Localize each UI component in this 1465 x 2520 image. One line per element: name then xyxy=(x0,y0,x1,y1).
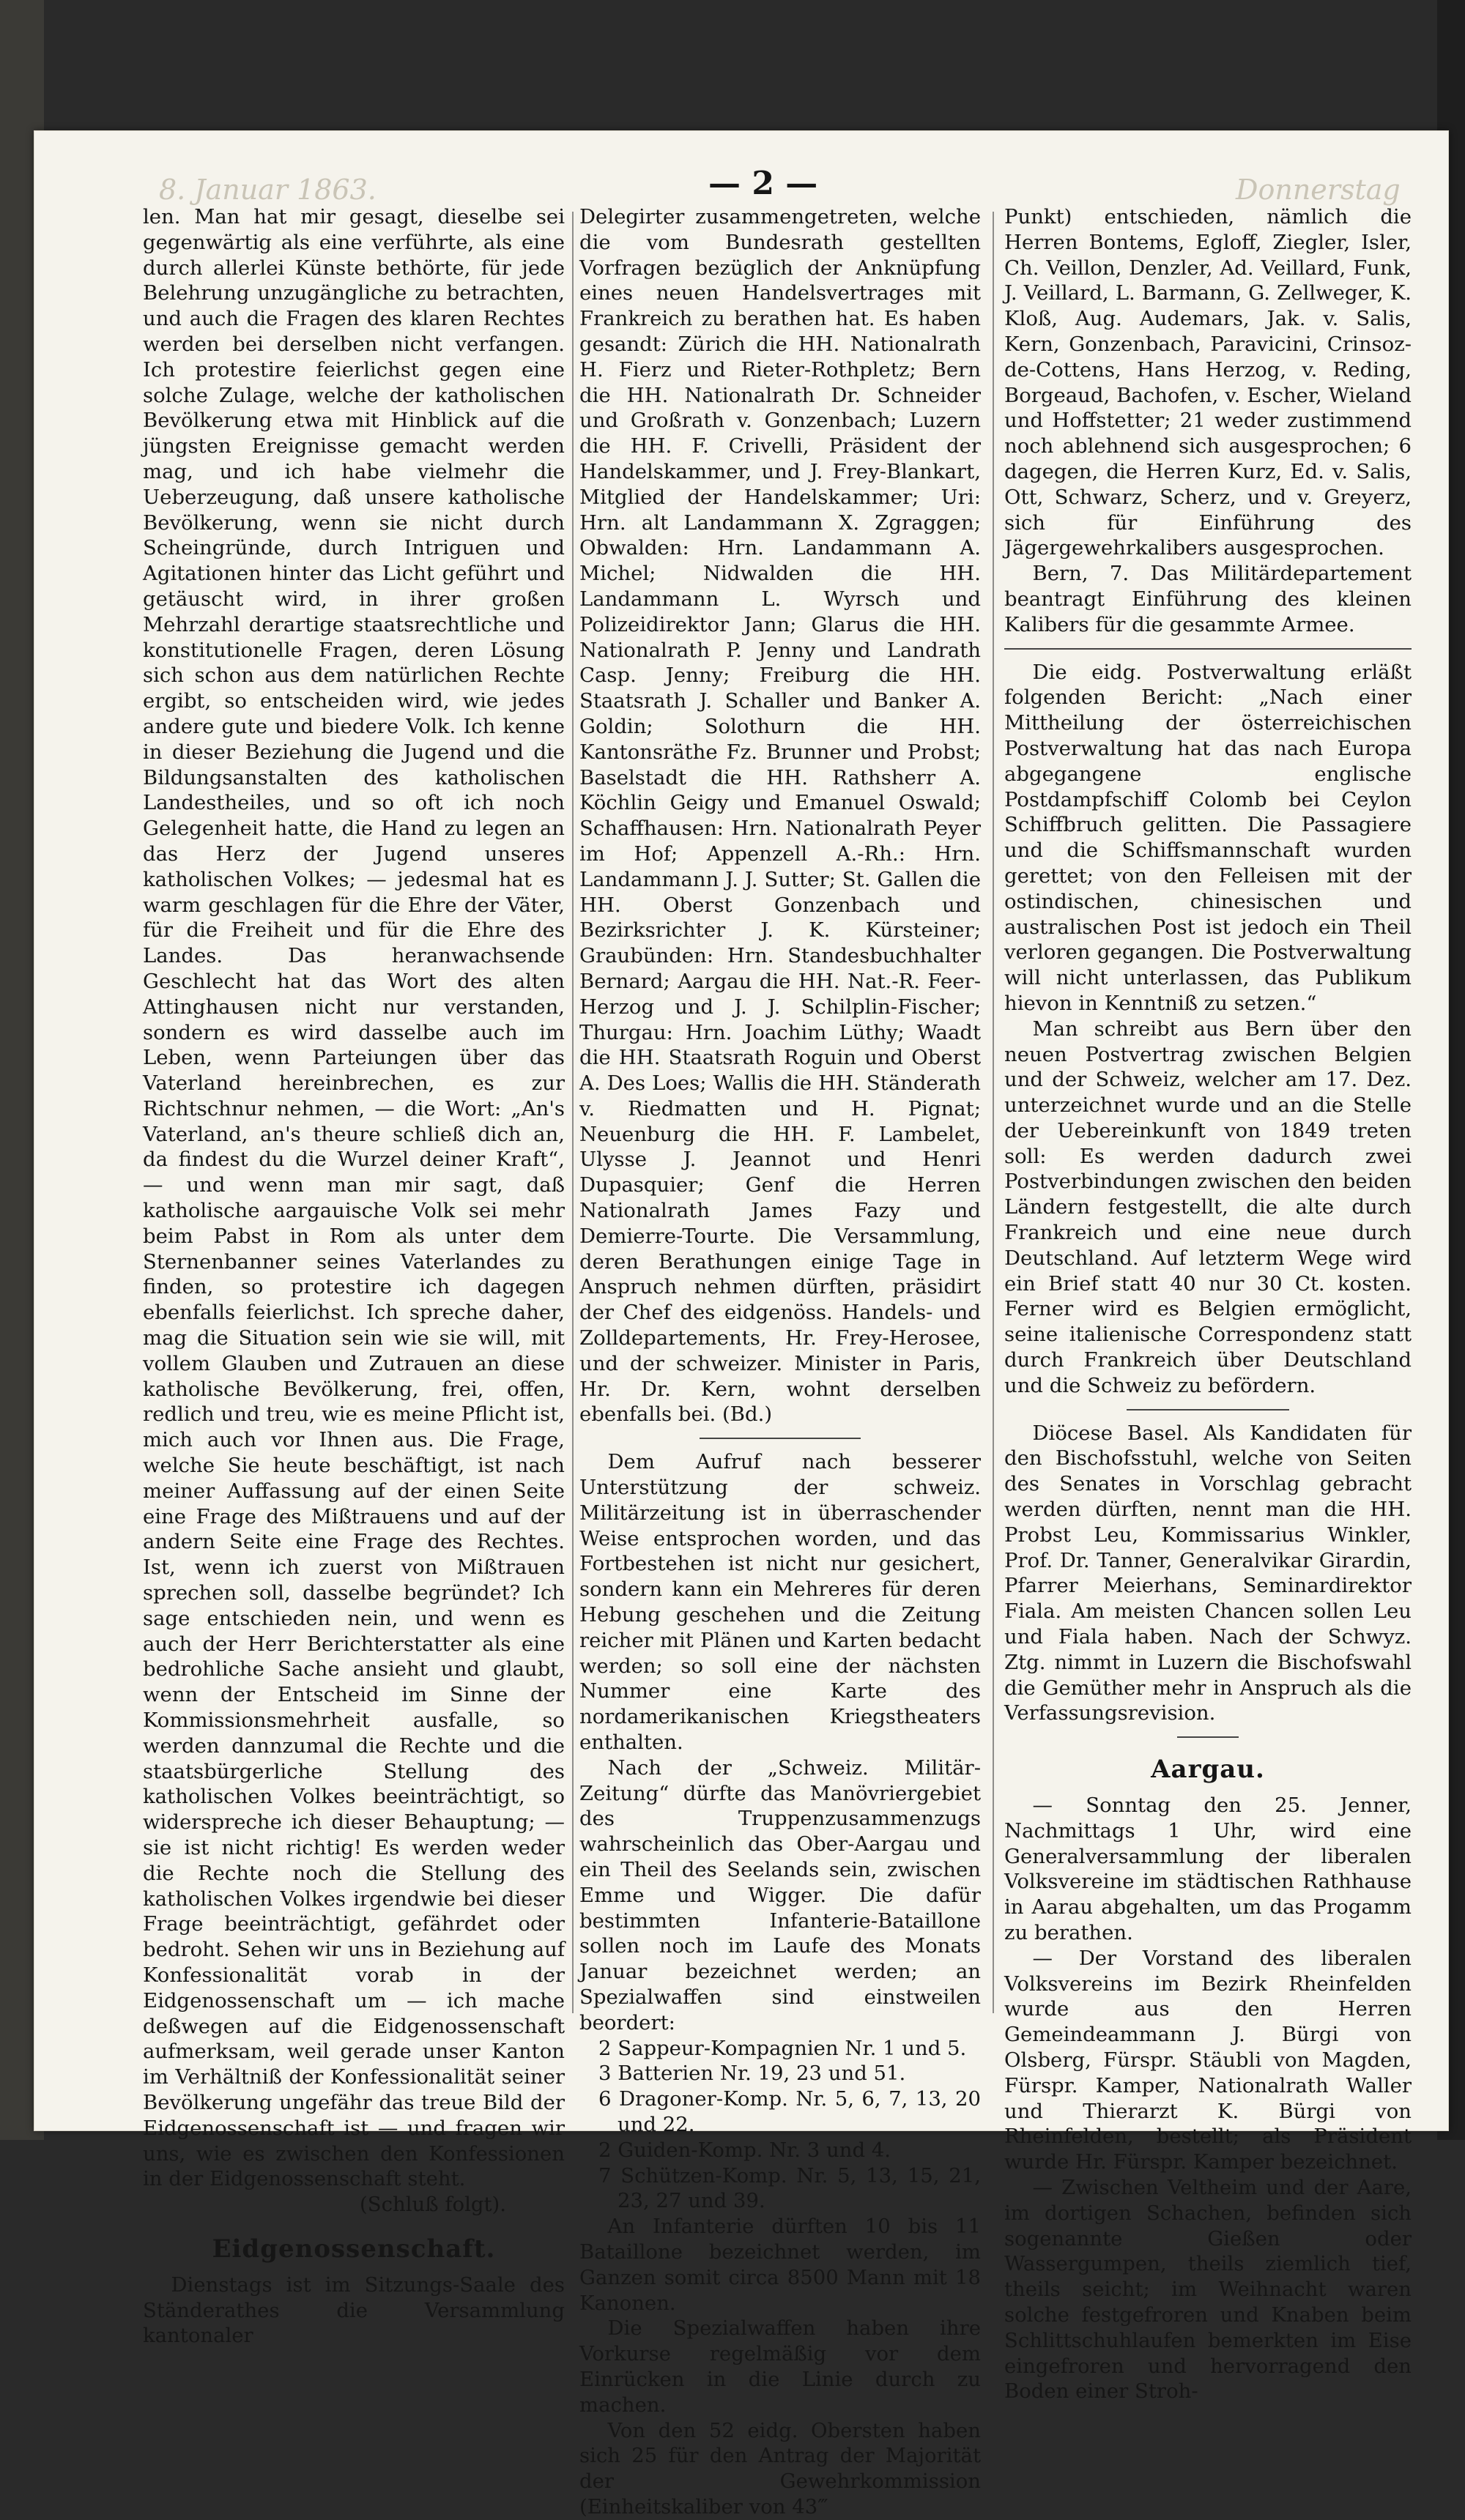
article-text: Die eidg. Postverwaltung erläßt folgenden Bericht: „Nach einer Mittheilung der österreichischen Postverwaltung hat das nach Europa abgegangene englische Postdampfschiff Colomb bei Ceylon Schiffbruch gelitten. Die Passagiere und die Schiffsmannschaft wurden gerettet; von den Felleisen mit der ostindischen, chinesischen und australischen Post ist jedoch ein Theil verloren gegangen. Die Postverwaltung will nicht unterlassen, das Publikum hievon in Kenntniß zu setzen.“ xyxy=(1004,660,1412,1015)
list-item: 7 Schützen-Komp. Nr. 5, 13, 15, 21, 23, 27 und 39. xyxy=(598,2163,981,2213)
bleed-through-date: 8. Januar 1863. xyxy=(159,174,377,206)
separator xyxy=(1004,648,1412,650)
article-text: Punkt) entschieden, nämlich die Herren Bontems, Egloff, Ziegler, Isler, Ch. Veillon, Denzler, Ad. Veillard, Funk, J. Veillard, L. Barmann, G. Zellweger, K. Kloß, Aug. Audemars, Jak. v. Salis, Kern, Gonzenbach, Paravicini, Crinsoz-de-Cottens, Hans Herzog, v. Reding, Borgeaud, Bachofen, v. Escher, Wieland und Hoffstetter; 21 weder zustimmend noch ablehnend sich ausgesprochen; 6 dagegen, die Herren Kurz, Ed. v. Salis, Ott, Schwarz, Scherz, und v. Greyerz, sich für Einführung des Jägergewehrkalibers ausgesprochen. xyxy=(1004,205,1412,560)
article-text: Dem Aufruf nach besserer Unterstützung der schweiz. Militärzeitung ist in überraschender Weise entsprochen worden, und das Fortbestehen ist nicht nur gesichert, sondern kann ein Mehreres für deren Hebung geschehen und die Zeitung reicher mit Plänen und Karten bedacht werden; so soll eine der nächsten Nummer eine Karte des nordamerikanischen Kriegstheaters enthalten. xyxy=(579,1450,981,1755)
newspaper-page xyxy=(34,130,1449,2519)
troop-list xyxy=(579,2036,981,2215)
list-item: 6 Dragoner-Komp. Nr. 5, 6, 7, 13, 20 und 22. xyxy=(598,2087,981,2136)
column-rule xyxy=(993,212,994,2013)
article-text: Die Spezialwaffen haben ihre Vorkurse regelmäßig vor dem Einrücken in die Linie durch zu machen. xyxy=(579,2316,981,2417)
article-text: — Sonntag den 25. Jenner, Nachmittags 1 Uhr, wird eine Generalversammlung der liberalen Volksvereine im städtischen Rathhause in Aarau abgehalten, um das Progamm zu berathen. xyxy=(1004,1794,1412,1944)
article-text: Diöcese Basel. Als Kandidaten für den Bischofsstuhl, welche von Seiten des Senates in Vorschlag gebracht werden dürften, nennt man die HH. Probst Leu, Kommissarius Winkler, Prof. Dr. Tanner, Generalvikar Girardin, Pfarrer Meierhans, Seminardirektor Fiala. Am meisten Chancen sollen Leu und Fiala haben. Nach der Schwyz. Ztg. nimmt in Luzern die Bischofswahl die Gemüther mehr in Anspruch als die Verfassungsrevision. xyxy=(1004,1421,1412,1725)
article-text: — Der Vorstand des liberalen Volksvereins im Bezirk Rheinfelden wurde aus den Herren Gemeindeammann J. Bürgi von Olsberg, Fürspr. Stäubli von Magden, Fürspr. Kamper, Nationalrath Waller und Thierarzt K. Bürgi von Rheinfelden, bestellt; als Präsident wurde Hr. Fürspr. Kamper bezeichnet. xyxy=(1004,1946,1412,2174)
section-heading: Aargau. xyxy=(1151,1755,1265,1785)
column-2 xyxy=(579,204,981,2519)
article-text: An Infanterie dürften 10 bis 11 Bataillone bezeichnet werden, im Ganzen somit circa 8500 Mann mit 18 Kanonen. xyxy=(579,2215,981,2315)
article-text: Nach der „Schweiz. Militär-Zeitung“ dürfte das Manövriergebiet des Truppenzusammenzugs wahrscheinlich das Ober-Aargau und ein Theil des Seelands sein, zwischen Emme und Wigger. Die dafür bestimmten Infanterie-Bataillone sollen noch im Laufe des Monats Januar bezeichnet werden; an Spezialwaffen sind einstweilen beordert: xyxy=(579,1755,981,2034)
article-text: Dienstags ist im Sitzungs-Saale des Ständerathes die Versammlung kantonaler xyxy=(143,2272,565,2348)
column-1 xyxy=(143,204,565,2348)
bleed-through-day: Donnerstag xyxy=(1236,174,1401,206)
article-text: len. Man hat mir gesagt, dieselbe sei gegenwärtig als eine verführte, als eine durch allerlei Künste bethörte, für jede Belehrung unzugängliche zu betrachten, und auch die Fragen des klaren Rechtes werden bei derselben nicht verfangen. Ich protestire feierlichst gegen eine solche Zulage, welche der katholischen Bevölkerung etwa mit Hinblick auf die jüngsten Ereignisse gemacht werden mag, und ich habe vielmehr die Ueberzeugung, daß unsere katholische Bevölkerung, wenn sie nicht durch Scheingründe, durch Intriguen und Agitationen hinter das Licht geführt und getäuscht wird, in ihrer großen Mehrzahl derartige staatsrechtliche und konstitutionelle Fragen, deren Lösung sich schon aus dem natürlichen Rechte ergibt, so entscheiden wird, wie jedes andere gute und biedere Volk. Ich kenne in dieser Beziehung die Jugend und die Bildungsanstalten des katholischen Landestheiles, und so oft ich noch Gelegenheit hatte, die Hand zu legen an das Herz der Jugend unseres katholischen Volkes; — jedesmal hat es warm geschlagen für die Ehre der Väter, für die Freiheit und für die Ehre des Landes. Das heranwachsende Geschlecht hat das Wort des alten Attinghausen nicht nur verstanden, sondern es wird dasselbe auch im Leben, wenn Parteiungen über das Vaterland hereinbrechen, es zur Richtschnur nehmen, — die Wort: „An's Vaterland, an's theure schließ dich an, da findest du die Wurzel deiner Kraft“, — und wenn man mir sagt, daß katholische aargauische Volk sei mehr beim Pabst in Rom als unter dem Sternenbanner seines Vaterlandes zu finden, so protestire ich dagegen ebenfalls feierlichst. Ich spreche daher, mag die Situation sein wie sie will, mit vollem Glauben und Zutrauen an diese katholische Bevölkerung, frei, offen, redlich und treu, wie es meine Pflicht ist, mich auch vor Ihnen aus. Die Frage, welche Sie heute beschäftigt, ist nach meiner Auffassung auf der einen Seite eine Frage des Mißtrauens und auf der andern Seite eine Frage des Rechtes. Ist, wenn ich zuerst von Mißtrauen sprechen soll, dasselbe begründet? Ich sage entschieden nein, und wenn es auch der Herr Berichterstatter als eine bedrohliche Sache ansieht und glaubt, wenn der Entscheid im Sinne der Kommissionsmehrheit ausfalle, so werden dannzumal die Rechte und die staatsbürgerliche Stellung des katholischen Volkes beeinträchtigt, so widerspreche ich dieser Behauptung; — sie ist nicht richtig! Es werden weder die Rechte noch die Stellung des katholischen Volkes irgendwie bei dieser Frage beeinträchtigt, gefährdet oder bedroht. Sehen wir uns in Beziehung auf Konfessionalität vorab in der Eidgenossenschaft um — ich mache deßwegen auf die Eidgenossenschaft aufmerksam, weil gerade unser Kanton im Verhältniß der Konfessionalität seiner Bevölkerung ungefähr das treue Bild der Eidgenossenschaft ist — und fragen wir uns, wie es zwischen den Konfessionen in der Eidgenossenschaft steht. xyxy=(143,205,565,2191)
article-text: Von den 52 eidg. Obersten haben sich 25 für den Antrag der Majorität der Gewehrkommission (Einheitskaliber von 43‴ xyxy=(579,2418,981,2519)
separator xyxy=(1127,1409,1289,1410)
list-item: 2 Guiden-Komp. Nr. 3 und 4. xyxy=(598,2138,891,2162)
list-item: 2 Sappeur-Kompagnien Nr. 1 und 5. xyxy=(598,2036,967,2060)
separator xyxy=(1177,1736,1238,1738)
article-text: Man schreibt aus Bern über den neuen Postvertrag zwischen Belgien und der Schweiz, welcher am 17. Dez. unterzeichnet wurde und an die Stelle der Uebereinkunft von 1849 treten soll: Es werden dadurch zwei Postverbindungen zwischen den beiden Ländern festgestellt, die alte durch Frankreich und eine neue durch Deutschland. Auf letzterm Wege wird ein Brief statt 40 nur 30 Ct. kosten. Ferner wird es Belgien ermöglicht, seine italienische Correspondenz statt durch Frankreich über Deutschland und die Schweiz zu befördern. xyxy=(1004,1016,1412,1397)
column-rule xyxy=(572,212,574,2013)
page-number: — 2 — xyxy=(708,165,818,202)
list-item: 3 Batterien Nr. 19, 23 und 51. xyxy=(598,2062,906,2086)
section-heading: Eidgenossenschaft. xyxy=(212,2234,496,2264)
article-text: — Zwischen Veltheim und der Aare, im dortigen Schachen, befinden sich sogenannte Gießen oder Wassergumpen, theils ziemlich tief, theils seicht; im Weihnacht waren solche festgefroren und Knaben beim Schlittschuhlaufen bemerkten im Eise eingefroren und hervorragend den Boden einer Stroh- xyxy=(1004,2175,1412,2404)
continuation-note: (Schluß folgt). xyxy=(360,2193,506,2217)
separator xyxy=(700,1438,860,1439)
article-text: Bern, 7. Das Militärdepartement beantragt Einführung des kleinen Kalibers für die gesammte Armee. xyxy=(1004,562,1412,636)
column-3 xyxy=(1004,204,1412,2404)
article-text: Delegirter zusammengetreten, welche die vom Bundesrath gestellten Vorfragen bezüglich der Anknüpfung eines neuen Handelsvertrages mit Frankreich zu berathen hat. Es haben gesandt: Zürich die HH. Nationalrath H. Fierz und Rieter-Rothpletz; Bern die HH. Nationalrath Dr. Schneider und Großrath v. Gonzenbach; Luzern die HH. F. Crivelli, Präsident der Handelskammer, und J. Frey-Blankart, Mitglied der Handelskammer; Uri: Hrn. alt Landammann X. Zgraggen; Obwalden: Hrn. Landammann A. Michel; Nidwalden die HH. Landammann L. Wyrsch und Polizeidirektor Jann; Glarus die HH. Nationalrath P. Jenny und Landrath Casp. Jenny; Freiburg die HH. Staatsrath J. Schaller und Banker A. Goldin; Solothurn die HH. Kantonsräthe Fz. Brunner und Probst; Baselstadt die HH. Rathsherr A. Köchlin Geigy und Emanuel Oswald; Schaffhausen: Hrn. Nationalrath Peyer im Hof; Appenzell A.-Rh.: Hrn. Landammann J. J. Sutter; St. Gallen die HH. Oberst Gonzenbach und Bezirksrichter J. K. Kürsteiner; Graubünden: Hrn. Standesbuchhalter Bernard; Aargau die HH. Nat.-R. Feer-Herzog und J. J. Schilplin-Fischer; Thurgau: Hrn. Joachim Lüthy; Waadt die HH. Staatsrath Roguin und Oberst A. Des Loes; Wallis die HH. Ständerath v. Riedmatten und H. Pignat; Neuenburg die HH. F. Lambelet, Ulysse J. Jeannot und Henri Dupasquier; Genf die Herren Nationalrath James Fazy und Demierre-Tourte. Die Versammlung, deren Berathungen einige Tage in Anspruch nehmen dürften, präsidirt der Chef des eidgenöss. Handels- und Zolldepartements, Hr. Frey-Herosee, und der schweizer. Minister in Paris, Hr. Dr. Kern, wohnt derselben ebenfalls bei. (Bd.) xyxy=(579,205,981,1427)
